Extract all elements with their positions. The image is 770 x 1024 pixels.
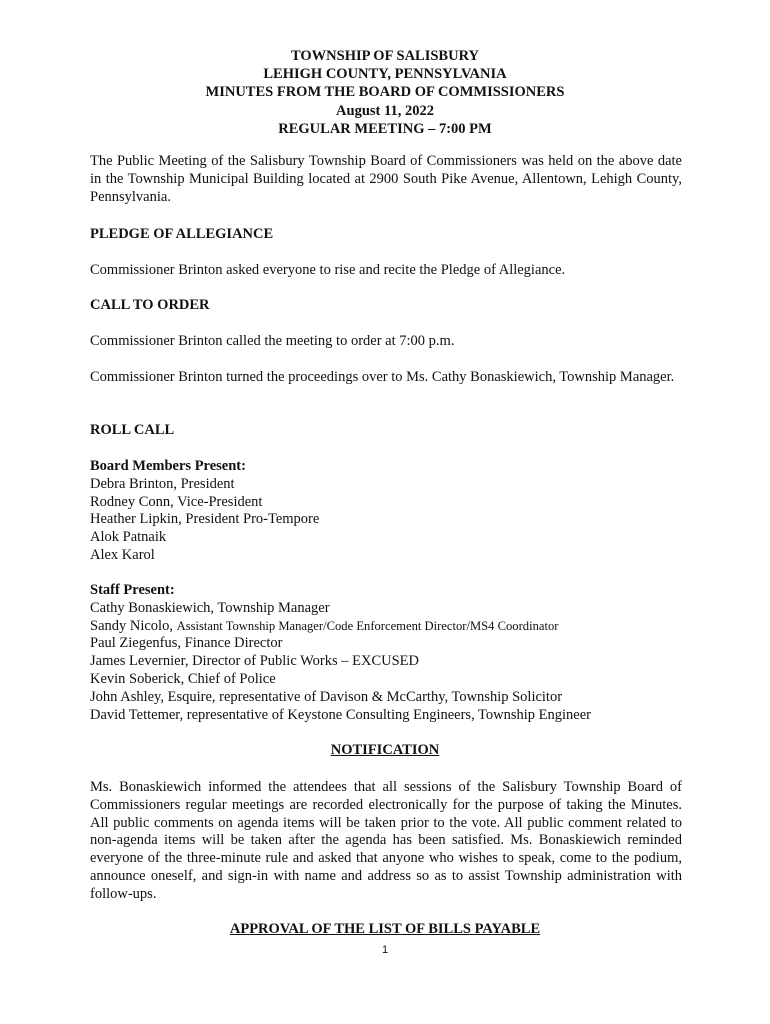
staff-member-title: Assistant Township Manager/Code Enforcement Director/MS4 Coordinator xyxy=(176,618,559,633)
page-number: 1 xyxy=(381,944,389,956)
staff-member: Paul Ziegenfus, Finance Director xyxy=(90,635,283,652)
board-member: Rodney Conn, Vice-President xyxy=(90,493,263,510)
header-township: TOWNSHIP OF SALISBURY xyxy=(290,48,480,64)
staff-member: David Tettemer, representative of Keystone Consulting Engineers, Township Engineer xyxy=(90,706,592,723)
board-member: Alok Patnaik xyxy=(90,529,167,546)
staff-member xyxy=(90,618,682,636)
staff-member: James Levernier, Director of Public Works – EXCUSED xyxy=(90,653,419,670)
board-member: Debra Brinton, President xyxy=(90,475,235,492)
notification-heading: NOTIFICATION xyxy=(330,742,440,758)
header-meeting-type: REGULAR MEETING – 7:00 PM xyxy=(278,120,492,137)
staff-heading: Staff Present: xyxy=(90,582,175,598)
header-county: LEHIGH COUNTY, PENNSYLVANIA xyxy=(263,66,507,83)
pledge-text: Commissioner Brinton asked everyone to rise and recite the Pledge of Allegiance. xyxy=(90,262,566,278)
bills-payable-heading: APPROVAL OF THE LIST OF BILLS PAYABLE xyxy=(229,921,541,937)
staff-member: Kevin Soberick, Chief of Police xyxy=(90,670,276,687)
pledge-heading: PLEDGE OF ALLEGIANCE xyxy=(90,226,274,242)
header-date: August 11, 2022 xyxy=(336,102,434,119)
call-to-order-heading: CALL TO ORDER xyxy=(90,297,210,313)
header-minutes-title: MINUTES FROM THE BOARD OF COMMISSIONERS xyxy=(205,84,565,101)
board-member: Alex Karol xyxy=(90,546,155,563)
staff-member-name: Sandy Nicolo, xyxy=(90,617,177,634)
board-member: Heather Lipkin, President Pro-Tempore xyxy=(90,511,320,528)
roll-call-heading: ROLL CALL xyxy=(90,422,175,438)
notification-paragraph: Ms. Bonaskiewich informed the attendees that all sessions of the Salisbury Township Board of Commissioners regular meetings are recorded electronically for the purpose of taking the Minutes. All public comments on agenda items will be taken prior to the vote. All public comment related to non-agenda items will be taken after the agenda has been satisfied. Ms. Bonaskiewich reminded everyone of the three-minute rule and asked that anyone who wishes to speak, come to the podium, announce oneself, and sign-in with name and address so as to assist Township administration with follow-ups. xyxy=(90,779,682,902)
call-to-order-text: Commissioner Brinton called the meeting to order at 7:00 p.m. xyxy=(90,333,455,349)
call-to-order-handover-text: Commissioner Brinton turned the proceedings over to Ms. Cathy Bonaskiewich, Township Manager. xyxy=(90,369,675,385)
staff-member: John Ashley, Esquire, representative of Davison & McCarthy, Township Solicitor xyxy=(90,688,563,705)
intro-paragraph: The Public Meeting of the Salisbury Township Board of Commissioners was held on the above date in the Township Municipal Building located at 2900 South Pike Avenue, Allentown, Lehigh County, Pennsylvania. xyxy=(90,153,682,205)
staff-list xyxy=(90,582,682,724)
staff-member: Cathy Bonaskiewich, Township Manager xyxy=(90,599,330,616)
board-members-list xyxy=(90,458,682,565)
document-header xyxy=(0,47,770,138)
board-members-heading: Board Members Present: xyxy=(90,458,246,474)
